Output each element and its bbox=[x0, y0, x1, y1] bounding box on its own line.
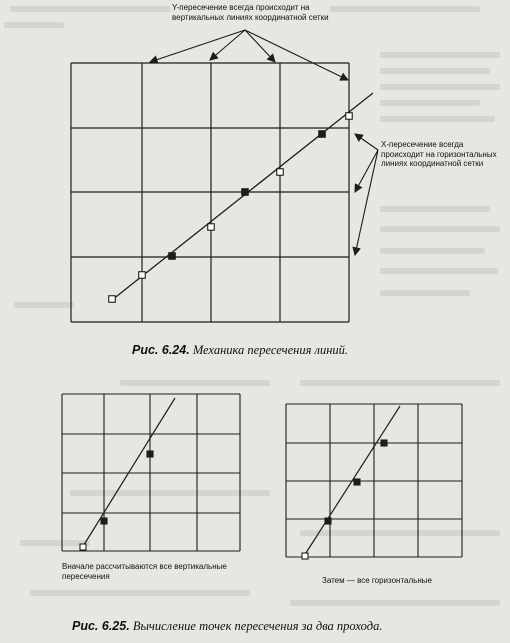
bottom-left-intersecting-line bbox=[80, 398, 175, 550]
figure-number: Рис. 6.24. bbox=[132, 343, 190, 357]
annotation-arrow bbox=[355, 150, 378, 255]
vertical-intersection-marker bbox=[346, 113, 353, 120]
annotation-x-intersection: X-пересечение всегда происходит на горизонтальных линиях координатной сетки bbox=[381, 140, 497, 168]
bottom-left-coordinate-grid bbox=[62, 394, 240, 551]
vertical-intersection-marker bbox=[139, 272, 146, 279]
horizontal-intersection-marker bbox=[147, 451, 153, 457]
vertical-intersection-marker bbox=[302, 553, 308, 559]
bottom-left-label: Вначале рассчитываются все вертикальные пересечения bbox=[62, 562, 227, 581]
horizontal-intersection-marker bbox=[169, 253, 176, 260]
vertical-intersection-marker bbox=[277, 169, 284, 176]
horizontal-intersection-marker bbox=[354, 479, 360, 485]
bottom-right-label: Затем — все горизонтальные bbox=[322, 576, 432, 585]
horizontal-intersection-marker bbox=[242, 189, 249, 196]
vertical-intersection-marker bbox=[80, 544, 86, 550]
annotation-arrow bbox=[355, 150, 378, 192]
horizontal-intersection-marker bbox=[381, 440, 387, 446]
vertical-intersection-marker bbox=[109, 296, 116, 303]
top-coordinate-grid bbox=[71, 63, 349, 322]
annotation-arrows bbox=[150, 30, 378, 255]
top-intersecting-line bbox=[109, 93, 373, 302]
bottom-right-intersecting-line bbox=[302, 406, 400, 559]
annotation-arrow bbox=[150, 30, 245, 62]
figure-caption-text: Механика пересечения линий. bbox=[192, 343, 349, 357]
figure-caption-6-24 bbox=[132, 343, 348, 358]
annotation-y-intersection: Y-пересечение всегда происходит на вертикальных линиях координатной сетки bbox=[172, 3, 329, 22]
figure-caption-6-25 bbox=[72, 619, 382, 634]
figure-caption-text: Вычисление точек пересечения за два прохода. bbox=[132, 619, 383, 633]
annotation-arrow bbox=[210, 30, 245, 60]
annotation-arrow bbox=[245, 30, 275, 62]
bottom-right-coordinate-grid bbox=[286, 404, 462, 557]
horizontal-intersection-marker bbox=[101, 518, 107, 524]
annotation-arrow bbox=[245, 30, 348, 80]
annotation-arrow bbox=[355, 134, 378, 150]
figure-number: Рис. 6.25. bbox=[72, 619, 130, 633]
intersecting-line bbox=[112, 93, 373, 300]
horizontal-intersection-marker bbox=[319, 131, 326, 138]
vertical-intersection-marker bbox=[208, 224, 215, 231]
horizontal-intersection-marker bbox=[325, 518, 331, 524]
